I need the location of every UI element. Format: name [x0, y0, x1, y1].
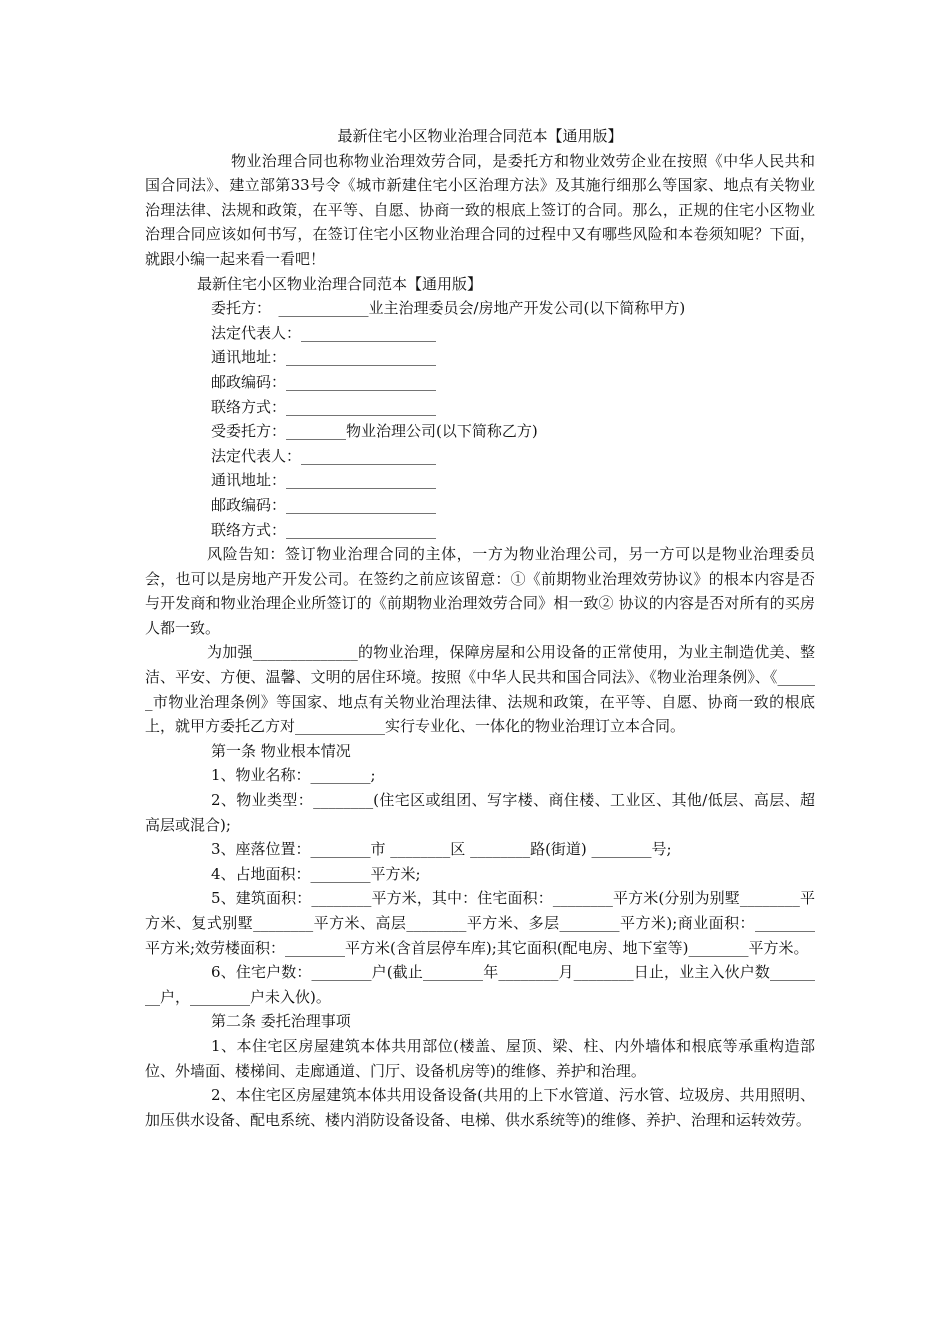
- party-b-legal-rep: 法定代表人：__________________: [211, 446, 437, 465]
- article-1-item: 6、住宅户数：________户(截止________年________月________日止，业主入伙户数________户，________户未入伙)。: [145, 963, 815, 1006]
- article-1-item: 1、物业名称：________;: [211, 766, 376, 785]
- party-b-block: [145, 419, 815, 542]
- party-a-legal-rep: 法定代表人：__________________: [211, 323, 437, 342]
- article-1-item: 4、占地面积：________平方米;: [211, 864, 421, 883]
- article-2-item: 1、本住宅区房屋建筑本体共用部位(楼盖、屋顶、梁、柱、内外墙体和根底等承重构造部位、外墙面、楼梯间、走廊通道、门厅、设备机房等)的维修、养护和治理。: [145, 1036, 815, 1080]
- article-1-item: 3、座落位置：________市 ________区 ________路(街道) ________号;: [211, 840, 672, 859]
- article-2-heading: 第二条 委托治理事项: [211, 1012, 351, 1031]
- party-a-contact: 联络方式：____________________: [211, 397, 437, 416]
- article-1-item: 2、物业类型：________(住宅区或组团、写字楼、商住楼、工业区、其他/低层、高层、超高层或混合);: [145, 791, 815, 834]
- document-page: [145, 124, 815, 1132]
- party-a-principal: 委托方： ____________业主治理委员会/房地产开发公司(以下简称甲方): [211, 299, 686, 318]
- article-1-heading: 第一条 物业根本情况: [211, 741, 351, 760]
- intro-paragraph: 物业治理合同也称物业治理效劳合同，是委托方和物业效劳企业在按照《中华人民共和国合同法》、建立部第33号令《城市新建住宅小区治理方法》及其施行细那么等国家、地点有关物业治理法律、法规和政策，在平等、自愿、协商一致的根底上签订的合同。那么，正规的住宅小区物业治理合同应该如何书写，在签订住宅小区物业治理合同的过程中又有哪些风险和本卷须知呢？下面，就跟小编一起来看一看吧！: [145, 151, 815, 268]
- article-1-item: 5、建筑面积：________平方米，其中：住宅面积：________平方米(分别为别墅________平方米、复式别墅________平方米、高层________平方米、多层________平方米);商业面积：________平方米;效劳楼面积：________平方米(含首层停车库);其它面积(配电房、地下室等)________平方米。: [145, 889, 815, 957]
- preamble-paragraph: 为加强______________的物业治理，保障房屋和公用设备的正常使用，为业主制造优美、整洁、平安、方便、温馨、文明的居住环境。按照《中华人民共和国合同法》、《物业治理条例》、《______市物业治理条例》等国家、地点有关物业治理法律、法规和政策，在平等、自愿、协商一致的根底上，就甲方委托乙方对____________实行专业化、一体化的物业治理订立本合同。: [145, 643, 815, 736]
- party-a-block: [145, 296, 815, 419]
- party-a-address: 通讯地址：____________________: [211, 348, 437, 367]
- party-a-postcode: 邮政编码：____________________: [211, 372, 437, 391]
- party-b-principal: 受委托方：________物业治理公司(以下简称乙方): [211, 422, 538, 441]
- article-2-item: 2、本住宅区房屋建筑本体共用设备设备(共用的上下水管道、污水管、垃圾房、共用照明、加压供水设备、配电系统、楼内消防设备设备、电梯、供水系统等)的维修、养护、治理和运转效劳。: [145, 1086, 815, 1129]
- risk-notice-paragraph: 风险告知：签订物业治理合同的主体，一方为物业治理公司，另一方可以是物业治理委员会，也可以是房地产开发公司。在签约之前应该留意：①《前期物业治理效劳协议》的根本内容是否与开发商和物业治理企业所签订的《前期物业治理效劳合同》相一致② 协议的内容是否对所有的买房人都一致。: [145, 545, 815, 637]
- document-title: 最新住宅小区物业治理合同范本【通用版】: [337, 127, 623, 145]
- party-b-postcode: 邮政编码：____________________: [211, 495, 437, 514]
- party-b-contact: 联络方式：____________________: [211, 520, 437, 539]
- party-b-address: 通讯地址：____________________: [211, 471, 437, 490]
- contract-subtitle: 最新住宅小区物业治理合同范本【通用版】: [197, 274, 483, 293]
